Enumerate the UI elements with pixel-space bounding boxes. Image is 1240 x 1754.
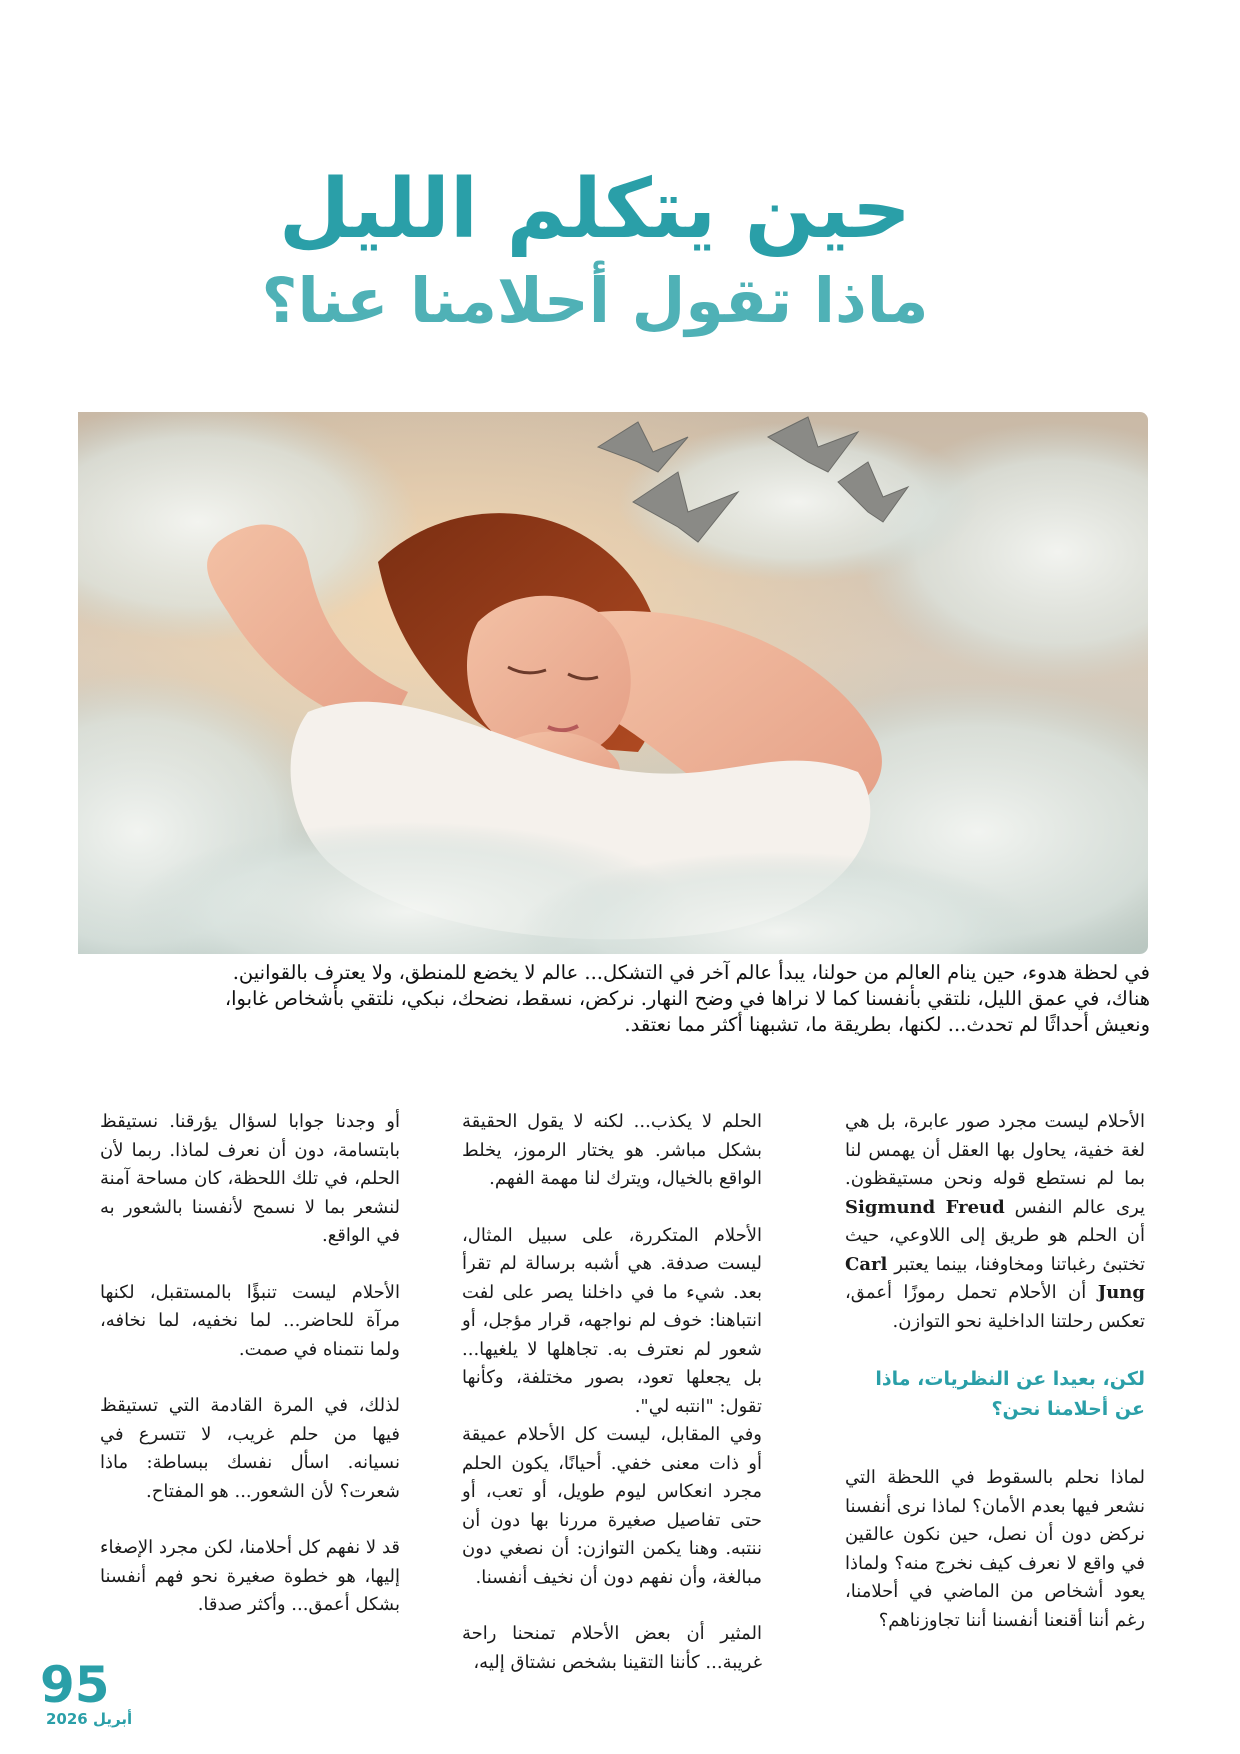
text-span: أن الأحلام تحمل رموزًا أعمق، تعكس رحلتنا الداخلية نحو التوازن. [845, 1282, 1145, 1332]
page-number: 95 [40, 1656, 110, 1714]
column-left [100, 1108, 400, 1648]
paragraph: لماذا نحلم بالسقوط في اللحظة التي نشعر فيها بعدم الأمان؟ لماذا نرى أنفسنا نركض دون أن نصل، حين نكون عالقين في واقع لا نعرف كيف نخرج منه؟ ولماذا يعود أشخاص من الماضي في أحلامنا، رغم أننا أقنعنا أنفسنا أننا تجاوزناهم؟ [845, 1467, 1145, 1631]
hero-illustration [78, 412, 1148, 954]
article-title-block [150, 160, 1040, 342]
paragraph: الحلم لا يكذب... لكنه لا يقول الحقيقة بشكل مباشر. هو يختار الرموز، يخلط الواقع بالخيال، ويترك لنا مهمة الفهم. [462, 1111, 762, 1189]
section-heading: لكن، بعيدا عن النظريات، ماذا عن أحلامنا نحن؟ [875, 1368, 1145, 1420]
issue-date: أبريل 2026 [46, 1710, 133, 1728]
paragraph: وفي المقابل، ليست كل الأحلام عميقة أو ذات معنى خفي. أحيانًا، يكون الحلم مجرد انعكاس ليوم طويل، أو تعب، أو حتى تفاصيل صغيرة مررنا بها دون أن ننتبه. وهنا يكمن التوازن: أن نصغي دون مبالغة، وأن نفهم دون أن نخيف أنفسنا. [462, 1424, 762, 1588]
column-middle [462, 1108, 762, 1705]
paragraph: قد لا نفهم كل أحلامنا، لكن مجرد الإصغاء إليها، هو خطوة صغيرة نحو فهم أنفسنا بشكل أعمق... وأكثر صدقا. [100, 1537, 400, 1615]
name-jung: Carl Jung [845, 1253, 1145, 1303]
hero-image-sleeping-woman-clouds [78, 412, 1148, 954]
intro-line: هناك، في عمق الليل، نلتقي بأنفسنا كما لا نراها في وضح النهار. نركض، نسقط، نضحك، نبكي، نلتقي بأشخاص غابوا، [224, 987, 1150, 1010]
article-intro [100, 960, 1150, 1038]
text-span: الأحلام ليست مجرد صور عابرة، بل هي لغة خفية، يحاول بها العقل أن يهمس لنا بما لم نستطع قوله ونحن مستيقظون. يرى عالم النفس [845, 1111, 1145, 1218]
article-subtitle: ماذا تقول أحلامنا عنا؟ [261, 264, 929, 337]
paragraph: المثير أن بعض الأحلام تمنحنا راحة غريبة... كأننا التقينا بشخص نشتاق إليه، [462, 1623, 762, 1673]
paragraph: لذلك، في المرة القادمة التي تستيقظ فيها من حلم غريب، لا تتسرع في نسيانه. اسأل نفسك ببساطة: ماذا شعرت؟ لأن الشعور... هو المفتاح. [100, 1395, 400, 1502]
intro-line: في لحظة هدوء، حين ينام العالم من حولنا، يبدأ عالم آخر في التشكل... عالم لا يخضع للمنطق، ولا يعترف بالقوانين. [232, 961, 1150, 984]
intro-line: ونعيش أحداثًا لم تحدث... لكنها، بطريقة ما، تشبهنا أكثر مما نعتقد. [624, 1013, 1150, 1036]
paragraph: أو وجدنا جوابا لسؤال يؤرقنا. نستيقظ بابتسامة، دون أن نعرف لماذا. ربما لأن الحلم، في تلك اللحظة، كان مساحة آمنة لنشعر بما لا نسمح لأنفسنا بالشعور به في الواقع. [100, 1111, 400, 1246]
column-right [845, 1108, 1145, 1663]
article-title: حين يتكلم الليل [278, 162, 912, 257]
text-span: أن الحلم هو طريق إلى اللاوعي، حيث تختبئ رغباتنا ومخاوفنا، بينما يعتبر [845, 1225, 1145, 1275]
paragraph: الأحلام المتكررة، على سبيل المثال، ليست صدفة. هي أشبه برسالة لم تقرأ بعد. شيء ما في داخلنا يصر على لفت انتباهنا: خوف لم نواجهه، قرار مؤجل، أو شعور لم نعترف به. تجاهلها لا يلغيها... بل يجعلها تعود، بصور مختلفة، وكأنها تقول: "انتبه لي". [462, 1224, 762, 1417]
name-freud: Sigmund Freud [845, 1196, 1005, 1218]
paragraph: الأحلام ليست تنبؤًا بالمستقبل، لكنها مرآة للحاضر... لما نخفيه، لما نخافه، ولما نتمناه في صمت. [100, 1281, 400, 1360]
paragraph [845, 1108, 1145, 1336]
